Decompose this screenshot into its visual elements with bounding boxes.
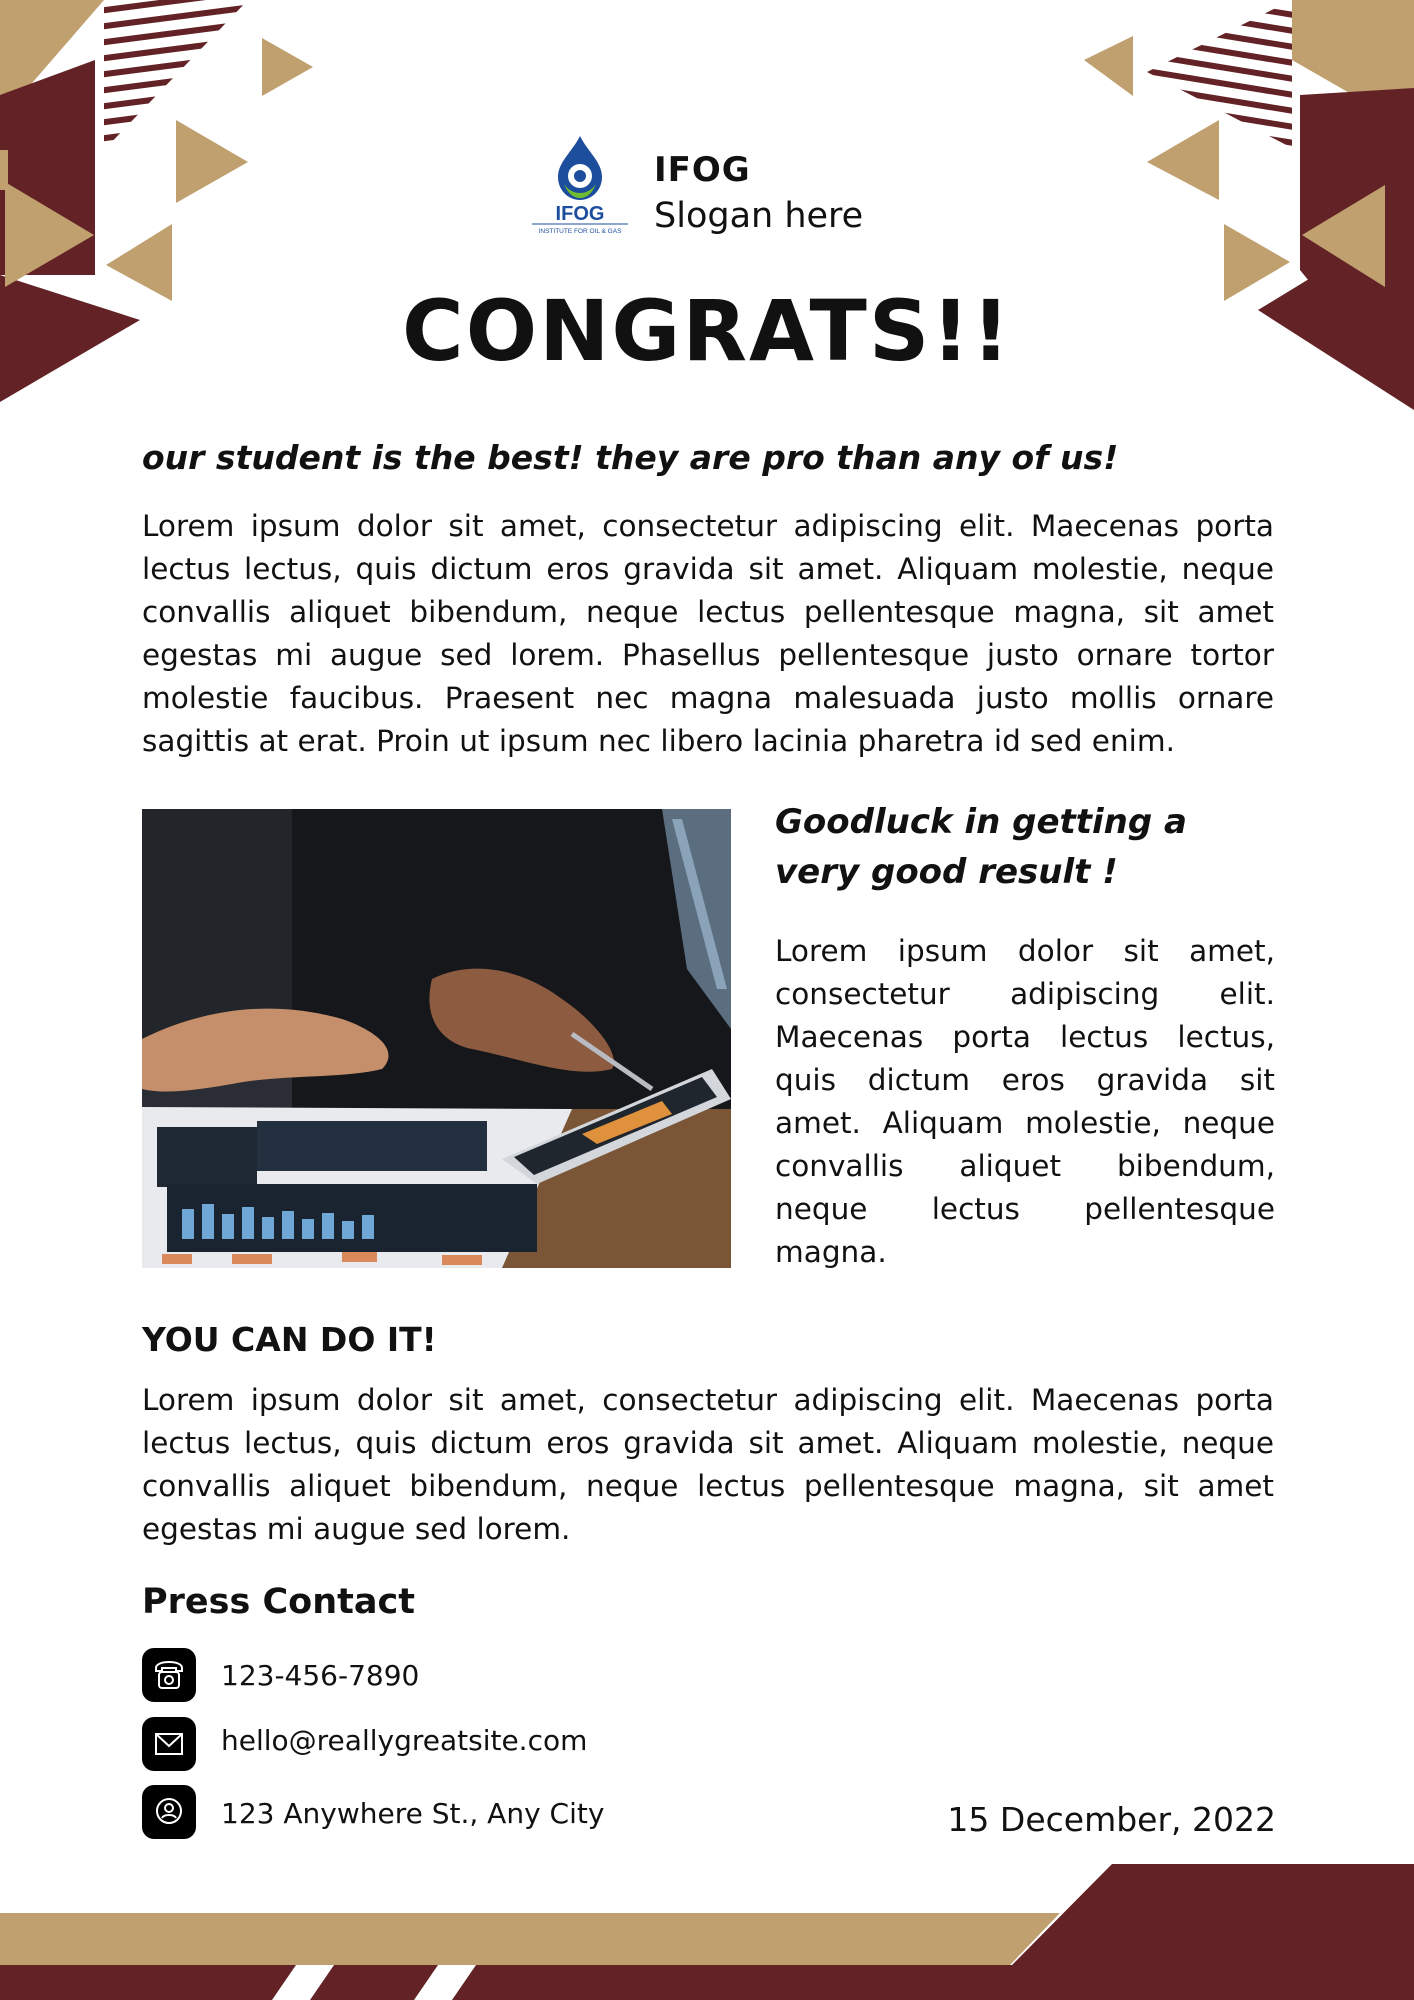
intro-paragraph: Lorem ipsum dolor sit amet, consectetur adipiscing elit. Maecenas porta lectus lectus, quis dictum eros gravida sit amet. Aliquam molestie, neque convallis aliquet bibendum, neque lectus pellentesque magna, sit amet egestas mi augue sed lorem. Phasellus pellentesque justo ornare tortor molestie faucibus. Praesent nec magna malesuada justo mollis ornare sagittis at erat. Proin ut ipsum nec libero lacinia pharetra id sed enim.	[142, 509, 1274, 758]
logo-subtext: INSTITUTE FOR OIL & GAS	[538, 228, 622, 235]
page-title: CONGRATS!!	[402, 282, 1012, 380]
side-heading: Goodluck in getting a very good result !	[775, 802, 1188, 892]
encourage-heading: YOU CAN DO IT!	[142, 1320, 437, 1359]
logo-text: IFOG	[555, 203, 605, 225]
contact-address[interactable]: 123 Anywhere St., Any City	[221, 1797, 605, 1830]
location-icon	[142, 1785, 196, 1839]
ifog-logo	[528, 132, 632, 238]
mail-icon	[142, 1717, 196, 1771]
bottom-band	[0, 1864, 1414, 2000]
encourage-paragraph: Lorem ipsum dolor sit amet, consectetur adipiscing elit. Maecenas porta lectus lectus, quis dictum eros gravida sit amet. Aliquam molestie, neque convallis aliquet bibendum, neque lectus pellentesque magna, sit amet egestas mi augue sed lorem.	[142, 1383, 1274, 1546]
phone-icon	[142, 1648, 196, 1702]
intro-subheading: our student is the best! they are pro than any of us!	[142, 438, 1119, 477]
press-contact-heading: Press Contact	[142, 1582, 415, 1622]
brand-name: IFOG	[654, 150, 751, 190]
contact-phone[interactable]: 123-456-7890	[221, 1659, 420, 1692]
contact-email[interactable]: hello@reallygreatsite.com	[221, 1724, 588, 1757]
side-paragraph: Lorem ipsum dolor sit amet, consectetur adipiscing elit. Maecenas porta lectus lectus, quis dictum eros gravida sit amet. Aliquam molestie, neque convallis aliquet bibendum, neque lectus pellentesque magna.	[775, 934, 1275, 1269]
business-meeting-photo	[142, 809, 731, 1268]
document-date: 15 December, 2022	[947, 1800, 1276, 1839]
brand-slogan: Slogan here	[654, 196, 864, 236]
